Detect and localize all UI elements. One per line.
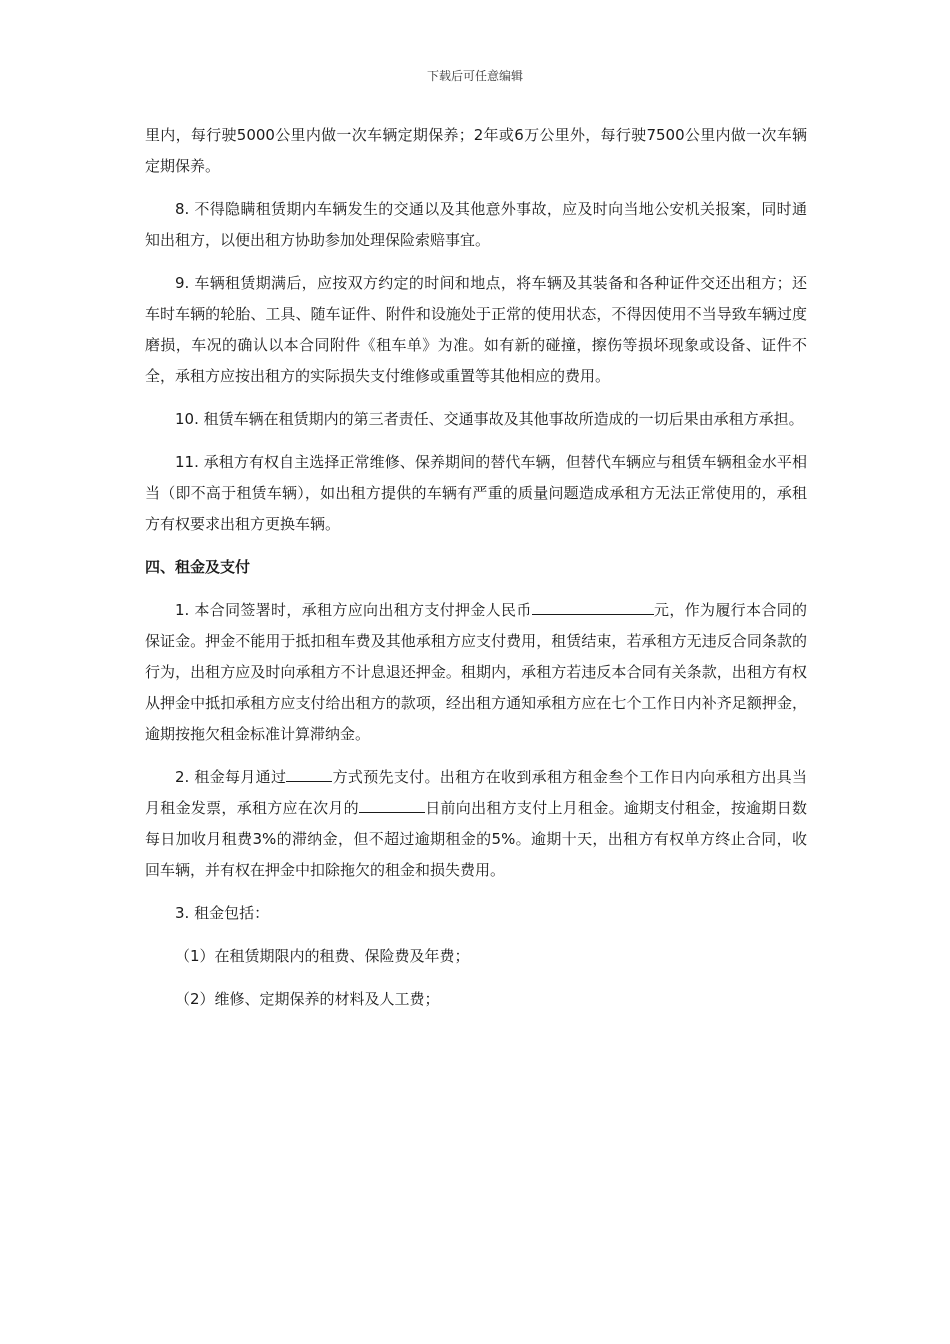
section-4-heading: 四、租金及支付 bbox=[145, 558, 251, 576]
section-4-clause-2 bbox=[145, 762, 807, 886]
clause-2-text-b: 方式预先支付。出租方在收到承租方租金叁个工作日内向承租方出具当月租金发票，承租方应在次月的 bbox=[145, 768, 807, 817]
deposit-amount-blank bbox=[532, 596, 654, 615]
clause-2-text-c: 日前向出租方支付上月租金。逾期支付租金，按逾期日数每日加收月租费3%的滞纳金，但不超过逾期租金的5%。逾期十天，出租方有权单方终止合同，收回车辆，并有权在押金中扣除拖欠的租金和损失费用。 bbox=[145, 799, 807, 879]
section-4-clause-1 bbox=[145, 595, 807, 750]
clause-9: 9. 车辆租赁期满后，应按双方约定的时间和地点，将车辆及其装备和各种证件交还出租方；还车时车辆的轮胎、工具、随车证件、附件和设施处于正常的使用状态，不得因使用不当导致车辆过度磨损，车况的确认以本合同附件《租车单》为准。如有新的碰撞，擦伤等损坏现象或设备、证件不全，承租方应按出租方的实际损失支付维修或重置等其他相应的费用。 bbox=[145, 274, 807, 385]
clause-3-item-1: （1）在租赁期限内的租费、保险费及年费； bbox=[175, 947, 470, 965]
clause-10: 10. 租赁车辆在租赁期内的第三者责任、交通事故及其他事故所造成的一切后果由承租方承担。 bbox=[175, 410, 804, 428]
payment-method-blank bbox=[286, 763, 332, 782]
clause-2-text-a: 2. 租金每月通过 bbox=[175, 768, 287, 786]
clause-3-item-2: （2）维修、定期保养的材料及人工费； bbox=[175, 990, 440, 1008]
paragraph-maintenance-continued: 里内，每行驶5000公里内做一次车辆定期保养；2年或6万公里外，每行驶7500公里内做一次车辆定期保养。 bbox=[145, 126, 807, 175]
clause-1-text-a: 1. 本合同签署时，承租方应向出租方支付押金人民币 bbox=[175, 601, 532, 619]
payment-day-blank bbox=[359, 794, 425, 813]
clause-11: 11. 承租方有权自主选择正常维修、保养期间的替代车辆，但替代车辆应与租赁车辆租金水平相当（即不高于租赁车辆），如出租方提供的车辆有严重的质量问题造成承租方无法正常使用的，承租方有权要求出租方更换车辆。 bbox=[145, 453, 807, 533]
document-body bbox=[145, 120, 807, 1027]
clause-8: 8. 不得隐瞒租赁期内车辆发生的交通以及其他意外事故，应及时向当地公安机关报案，同时通知出租方，以便出租方协助参加处理保险索赔事宜。 bbox=[145, 200, 807, 249]
page-header: 下载后可任意编辑 bbox=[426, 69, 523, 83]
section-4-clause-3: 3. 租金包括： bbox=[175, 904, 270, 922]
clause-1-text-b: 元，作为履行本合同的保证金。押金不能用于抵扣租车费及其他承租方应支付费用，租赁结束，若承租方无违反合同条款的行为，出租方应及时向承租方不计息退还押金。租期内，承租方若违反本合同有关条款，出租方有权从押金中抵扣承租方应支付给出租方的款项，经出租方通知承租方应在七个工作日内补齐足额押金，逾期按拖欠租金标准计算滞纳金。 bbox=[145, 601, 807, 743]
